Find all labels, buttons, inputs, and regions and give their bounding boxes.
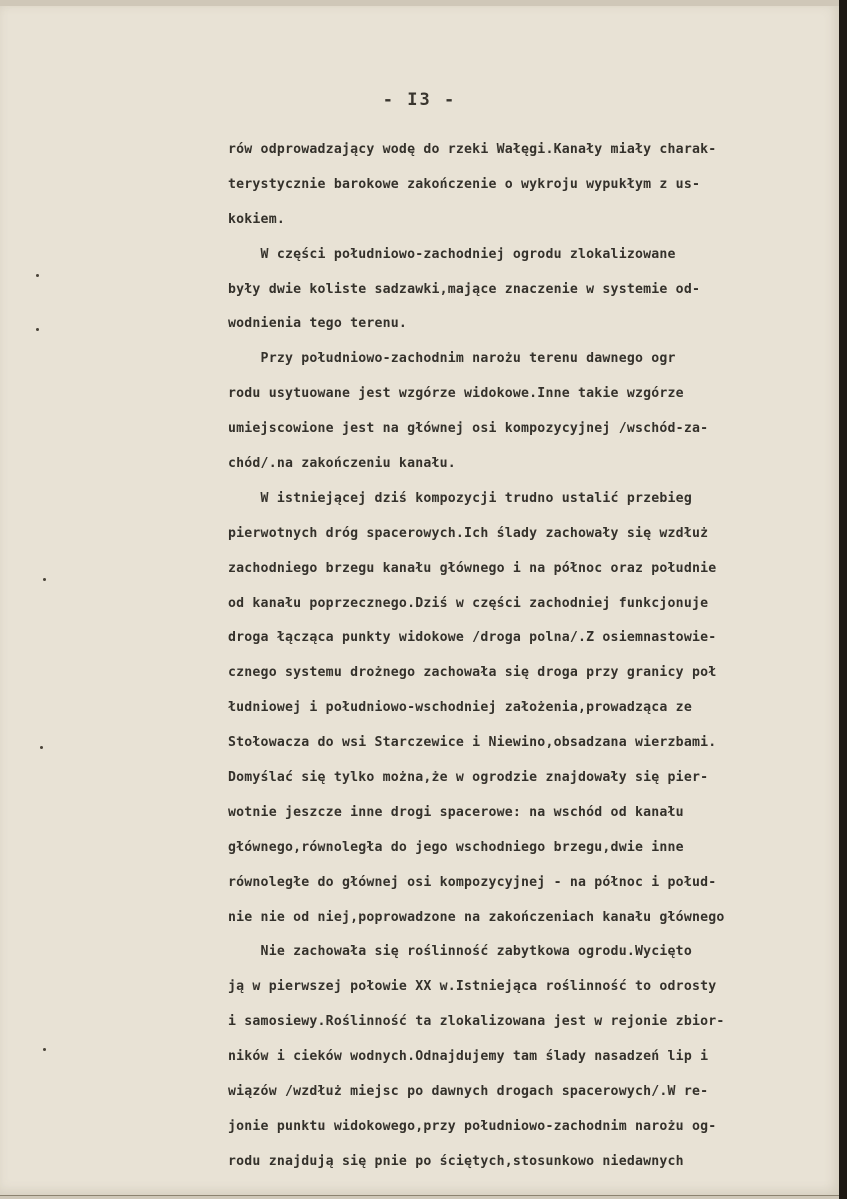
body-text <box>228 137 840 1184</box>
text-line: rodu znajdują się pnie po ściętych,stosunkowo niedawnych <box>228 1153 684 1169</box>
text-line: rodu usytuowane jest wzgórze widokowe.Inne takie wzgórze <box>228 386 684 402</box>
margin-speck <box>43 578 46 581</box>
margin-speck <box>43 1048 46 1051</box>
text-line: od kanału poprzecznego.Dziś w części zachodniej funkcjonuje <box>228 595 709 611</box>
text-line: i samosiewy.Roślinność ta zlokalizowana jest w rejonie zbior- <box>228 1014 725 1030</box>
text-line: jonie punktu widokowego,przy południowo-zachodnim narożu og- <box>228 1118 717 1134</box>
text-line: Nie zachowała się roślinność zabytkowa ogrodu.Wycięto <box>228 944 692 960</box>
text-line: droga łącząca punkty widokowe /droga polna/.Z osiemnastowie- <box>228 630 717 646</box>
text-line: głównego,równoległa do jego wschodniego brzegu,dwie inne <box>228 839 684 855</box>
text-line: terystycznie barokowe zakończenie o wykroju wypukłym z us- <box>228 176 701 192</box>
scan-edge <box>839 0 847 1199</box>
text-line: wotnie jeszcze inne drogi spacerowe: na wschód od kanału <box>228 804 684 820</box>
text-line: Domyślać się tylko można,że w ogrodzie znajdowały się pier- <box>228 770 709 786</box>
text-line: chód/.na zakończeniu kanału. <box>228 456 456 472</box>
text-line: zachodniego brzegu kanału głównego i na północ oraz południe <box>228 560 717 576</box>
text-line: wodnienia tego terenu. <box>228 316 408 332</box>
text-line: kokiem. <box>228 211 285 227</box>
text-line: pierwotnych dróg spacerowych.Ich ślady zachowały się wzdłuż <box>228 525 709 541</box>
text-line: cznego systemu drożnego zachowała się droga przy granicy poł <box>228 665 717 681</box>
text-line: równoległe do głównej osi kompozycyjnej - na północ i połud- <box>228 874 717 890</box>
text-line: nie nie od niej,poprowadzone na zakończeniach kanału głównego <box>228 909 725 925</box>
page-number: - I3 - <box>382 90 457 110</box>
text-line: W części południowo-zachodniej ogrodu zlokalizowane <box>228 246 676 262</box>
text-line: Przy południowo-zachodnim narożu terenu dawnego ogr <box>228 351 676 367</box>
text-line: umiejscowione jest na głównej osi kompozycyjnej /wschód-za- <box>228 421 709 437</box>
margin-speck <box>36 274 39 277</box>
text-line: W istniejącej dziś kompozycji trudno ustalić przebieg <box>228 490 692 506</box>
text-line: rów odprowadzający wodę do rzeki Wałęgi.Kanały miały charak- <box>228 142 717 157</box>
text-line: były dwie koliste sadzawki,mające znaczenie w systemie od- <box>228 281 701 297</box>
text-line: wiązów /wzdłuż miejsc po dawnych drogach spacerowych/.W re- <box>228 1084 709 1100</box>
margin-speck <box>40 746 43 749</box>
text-line: Stołowacza do wsi Starczewice i Niewino,obsadzana wierzbami. <box>228 735 717 751</box>
text-line: ników i cieków wodnych.Odnajdujemy tam ślady nasadzeń lip i <box>228 1049 709 1065</box>
margin-speck <box>36 328 39 331</box>
text-line: łudniowej i południowo-wschodniej założenia,prowadząca ze <box>228 700 692 716</box>
text-line: ją w pierwszej połowie XX w.Istniejąca roślinność to odrosty <box>228 979 717 995</box>
document-page <box>0 6 840 1196</box>
